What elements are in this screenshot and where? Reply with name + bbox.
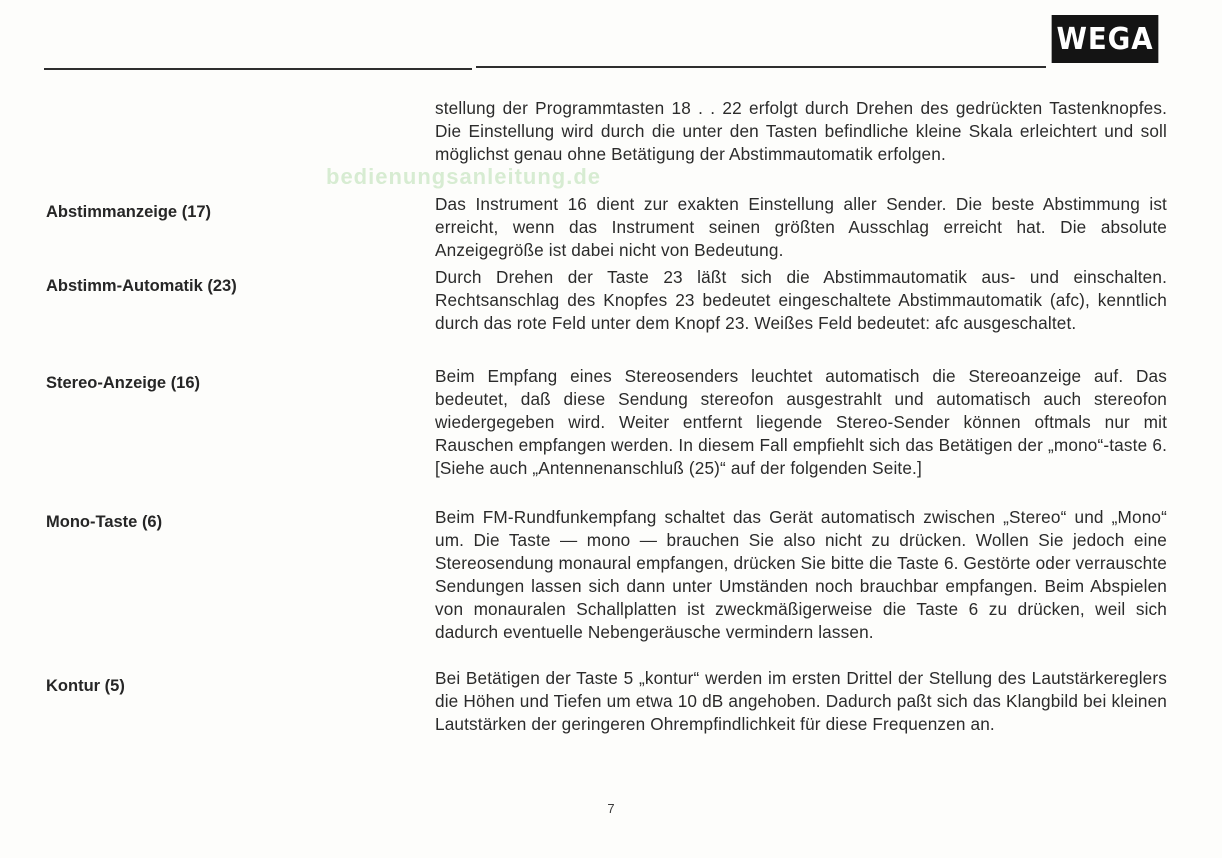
paragraph-abstimmanzeige: Das Instrument 16 dient zur exakten Einstellung aller Sender. Die beste Abstimmung ist erreicht, wenn das Instrument seinen größten Ausschlag erreicht hat. Die absolute Anzeigegröße ist dabei nicht von Bedeutung. (435, 194, 1167, 260)
paragraph-stereo-anzeige: Beim Empfang eines Stereosenders leuchtet automatisch die Stereoanzeige auf. Das bedeutet, daß diese Sendung stereofon ausgestrahlt und automatisch auch stereofon wiedergegeben wird. Weiter entfernt liegende Stereo-Sender können oftmals nur mit Rauschen empfangen werden. In diesem Fall empfiehlt sich das Betätigen der „mono“-taste 6. [Siehe auch „Antennenanschluß (25)“ auf der folgenden Seite.] (435, 366, 1167, 478)
paragraph-mono-taste: Beim FM-Rundfunkempfang schaltet das Gerät automatisch zwischen „Stereo“ und „Mono“ um. Die Taste — mono — brauchen Sie also nicht zu drücken. Wollen Sie jedoch eine Stereosendung monaural empfangen, drücken Sie bitte die Taste 6. Gestörte oder verrauschte Sendungen lassen sich dann unter Umständen noch brauchbar empfangen. Beim Abspielen von monauralen Schallplatten ist zweckmäßigerweise die Taste 6 zu drücken, weil sich dadurch eventuelle Nebengeräusche vermindern lassen. (435, 507, 1167, 642)
header-rule-left (44, 68, 472, 70)
heading-abstimmanzeige: Abstimmanzeige (17) (46, 203, 212, 221)
paragraph-kontur: Bei Betätigen der Taste 5 „kontur“ werden im ersten Drittel der Stellung des Lautstärkereglers die Höhen und Tiefen um etwa 10 dB angehoben. Dadurch paßt sich das Klangbild bei kleinen Lautstärken der geringeren Ohrempfindlichkeit für diese Frequenzen an. (435, 668, 1167, 734)
heading-abstimm-automatik: Abstimm-Automatik (23) (46, 277, 237, 295)
heading-kontur: Kontur (5) (46, 677, 125, 695)
paragraph-abstimm-automatik: Durch Drehen der Taste 23 läßt sich die Abstimmautomatik aus- und einschalten. Rechtsanschlag des Knopfes 23 bedeutet eingeschaltete Abstimmautomatik (afc), kenntlich durch das rote Feld unter dem Knopf 23. Weißes Feld bedeutet: afc ausgeschaltet. (435, 267, 1167, 333)
heading-mono-taste: Mono-Taste (6) (46, 513, 163, 531)
watermark: bedienungsanleitung.de (326, 164, 602, 189)
intro-paragraph: stellung der Programmtasten 18 . . 22 erfolgt durch Drehen des gedrückten Tastenknopfes. Die Einstellung wird durch die unter den Tasten befindliche kleine Skala erleichtert und soll möglichst genau ohne Betätigung der Abstimmautomatik erfolgen. (435, 98, 1167, 164)
wega-logo: WEGA (1052, 15, 1159, 63)
page-number: 7 (607, 801, 615, 816)
heading-stereo-anzeige: Stereo-Anzeige (16) (46, 374, 201, 392)
header-rule-right (476, 66, 1046, 68)
